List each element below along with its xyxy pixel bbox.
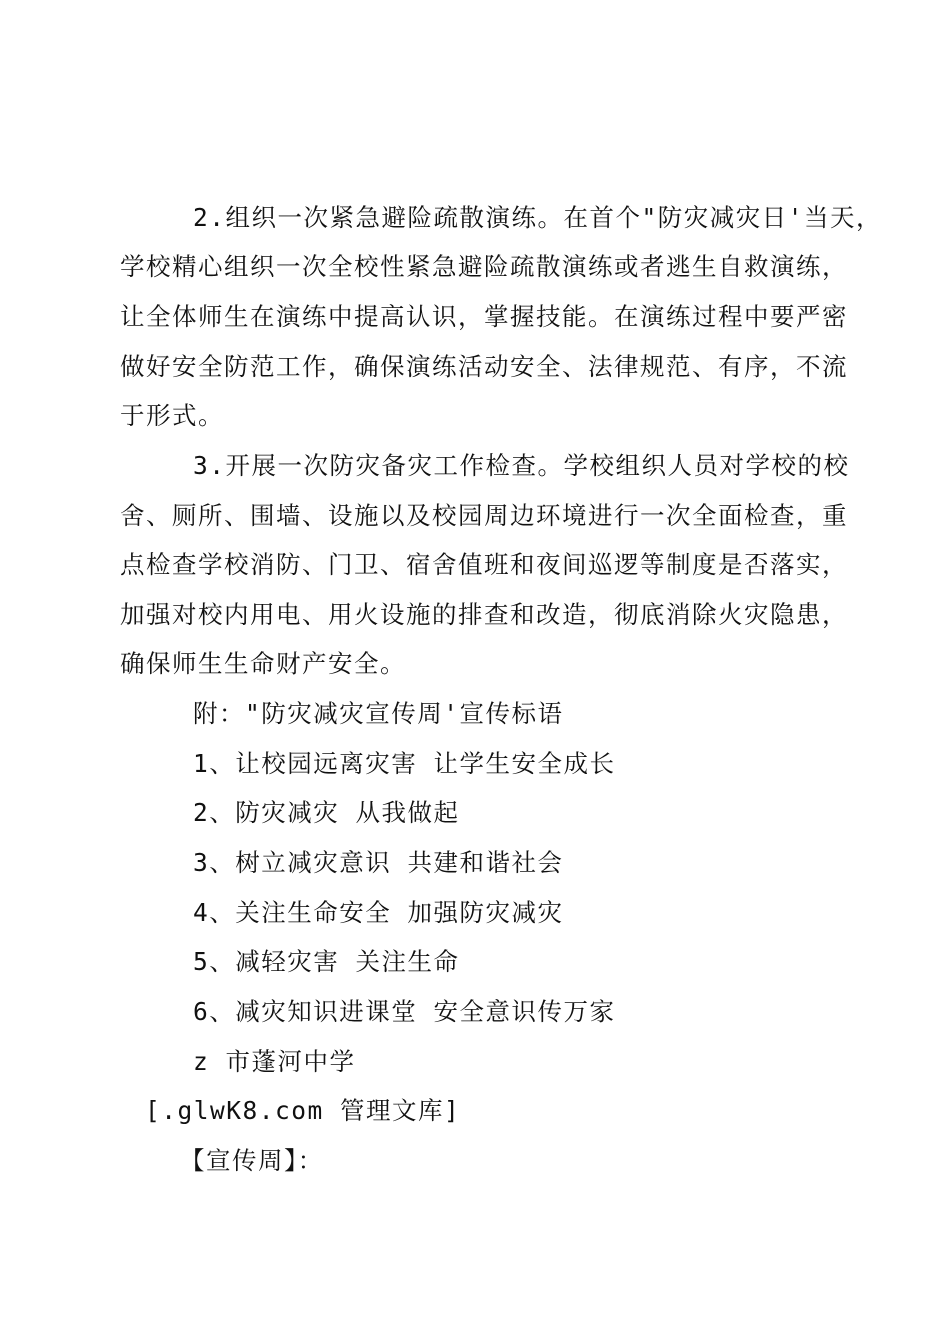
para2-line-4: 做好安全防范工作，确保演练活动安全、法律规范、有序，不流 [120, 352, 848, 381]
source-note: [.glwK8.com 管理文库] [145, 1096, 461, 1125]
slogan-5: 5、减轻灾害 关注生命 [193, 947, 460, 976]
slogan-4: 4、关注生命安全 加强防灾减灾 [193, 898, 564, 927]
slogan-2: 2、防灾减灾 从我做起 [193, 798, 460, 827]
slogan-1: 1、让校园远离灾害 让学生安全成长 [193, 749, 616, 778]
para2-line-1: 2.组织一次紧急避险疏散演练。在首个"防灾减灾日'当天， [193, 203, 882, 232]
para3-line-4: 加强对校内用电、用火设施的排查和改造，彻底消除火灾隐患， [120, 600, 848, 629]
section-heading: 【宣传周】： [180, 1146, 324, 1175]
para2-line-2: 学校精心组织一次全校性紧急避险疏散演练或者逃生自救演练， [120, 252, 848, 281]
para3-line-3: 点检查学校消防、门卫、宿舍值班和夜间巡逻等制度是否落实， [120, 550, 848, 579]
para3-line-5: 确保师生生命财产安全。 [120, 649, 406, 678]
slogan-6: 6、减灾知识进课堂 安全意识传万家 [193, 997, 616, 1026]
para3-line-2: 舍、厕所、围墙、设施以及校园周边环境进行一次全面检查，重 [120, 501, 848, 530]
para2-line-5: 于形式。 [120, 401, 224, 430]
para2-line-3: 让全体师生在演练中提高认识，掌握技能。在演练过程中要严密 [120, 302, 848, 331]
slogan-3: 3、树立减灾意识 共建和谐社会 [193, 848, 564, 877]
para3-line-1: 3.开展一次防灾备灾工作检查。学校组织人员对学校的校 [193, 451, 850, 480]
signature: z 市蓬河中学 [193, 1047, 356, 1076]
appendix-title: 附："防灾减灾宣传周'宣传标语 [193, 699, 564, 728]
